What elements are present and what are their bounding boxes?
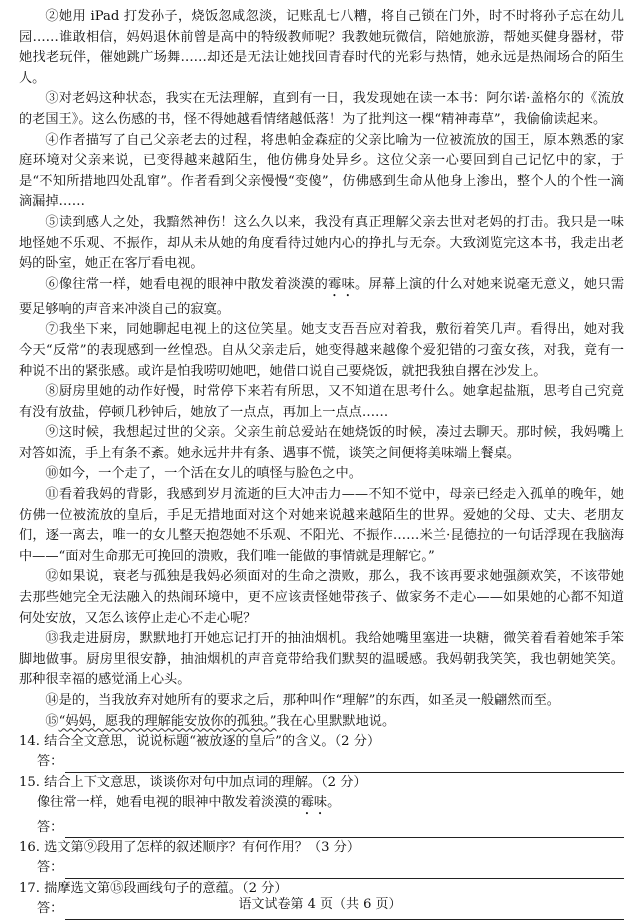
answer-label: 答：	[37, 900, 64, 916]
answer-label: 答：	[37, 819, 64, 835]
paragraph-15	[19, 712, 624, 733]
quote-text-a: 像往常一样，她看电视的眼神中散发着淡漠的	[37, 795, 301, 811]
paragraph-8: ⑧厨房里她的动作好慢，时常停下来若有所思，又不知道在思考什么。她拿起盐瓶，思考自己究竟有没有放盐，停顿几秒钟后，她放了一点点，再加上一点点……	[19, 384, 624, 420]
paragraph-15-text: 我在心里默默地说。	[276, 713, 396, 729]
paragraph-12: ⑫如果说，衰老与孤独是我妈必须面对的生命之溃败，那么，我不该再要求她强颜欢笑，不该带她去那些她完全无法融入的热闹环境中，更不应该责怪她带孩子、做家务不走心——如果她的心都不知道何处安放，又怎么该停止走心不走心呢？	[19, 569, 624, 626]
dotted-word: 霉味	[328, 276, 356, 292]
paragraph-14: ⑭是的，当我放弃对她所有的要求之后，那种叫作“理解”的东西，如圣灵一般翩然而至。	[45, 693, 560, 708]
quote-text-b: 。	[327, 795, 341, 811]
answer-rule	[65, 758, 624, 773]
paragraph-13: ⑬我走进厨房，默默地打开她忘记打开的抽油烟机。我给她嘴里塞进一块糖，微笑着看着她笨手笨脚地做事。厨房里很安静，抽油烟机的声音竟带给我们默契的温暖感。我妈朝我笑笑，我也朝她笑笑。那种很幸福的感觉涌上心头。	[19, 631, 624, 688]
paragraph-15-number: ⑮	[45, 713, 59, 729]
paragraph-5: ⑤读到感人之处，我黯然神伤！这么久以来，我没有真正理解父亲去世对老妈的打击。我只是一味地怪她不乐观、不振作，却从未从她的角度看待过她内心的挣扎与无奈。大致浏览完这本书，我走出老妈的卧室，她正在客厅看电视。	[19, 214, 624, 272]
paragraph-6-text-b: 。屏幕上演的什么对她来说毫无意义，她只需要足够响的声音来冲淡自己的寂寞。	[19, 276, 625, 317]
paragraph-6	[19, 275, 624, 321]
answer-label: 答：	[37, 860, 64, 876]
paragraph-4: ④作者描写了自己父亲老去的过程，将患帕金森症的父亲比喻为一位被流放的国王，原本熟悉的家庭环境对父亲来说，已变得越来越陌生，他仿佛身处异乡。这位父亲一心要回到自己记忆中的家，于是“不知所措地四处乱窜”。作者看到父亲慢慢“变傻”，仿佛感到生命从他身上渗出，整个人的个性一滴滴漏掉……	[19, 132, 624, 210]
answer-line-15[interactable]	[37, 818, 624, 838]
exam-page	[19, 7, 624, 920]
paragraph-11: ⑪看着我妈的背影，我感到岁月流逝的巨大冲击力——不知不觉中，母亲已经走入孤单的晚年，她仿佛一位被流放的皇后，手足无措地面对这个对她来说越来越陌生的世界。爱她的父母、丈夫、老朋友们，逐一离去，唯一的女儿整天抱怨她不乐观、不阳光、不振作……米兰·昆德拉的一句话浮现在我脑海中——“面对生命那无可挽回的溃败，我们唯一能做的事情就是理解它。”	[19, 487, 624, 564]
underlined-sentence: “妈妈，愿我的理解能安放你的孤独。”	[58, 713, 277, 729]
answer-line-14[interactable]	[37, 753, 624, 773]
question-17: 17. 揣摩选文第⑮段画线句子的意蕴。（2 分）	[19, 880, 288, 896]
paragraph-2: ②她用 iPad 打发孙子，烧饭忽咸忽淡，记账乱七八糟，将自己锁在门外，时不时将孙子忘在幼儿园……谁敢相信，妈妈退休前曾是高中的特级教师呢？我教她玩微信，陪她旅游，帮她买健身器材，带她找老玩伴，催她跳广场舞……却还是无法让她找回青春时代的光彩与热情，她永远是热闹场合的陌生人。	[19, 9, 624, 86]
question-16: 16. 选文第⑨段用了怎样的叙述顺序？有何作用？（3 分）	[19, 840, 361, 856]
answer-rule	[65, 864, 624, 879]
question-14: 14. 结合全文意思，说说标题“被放逐的皇后”的含义。（2 分）	[19, 734, 381, 750]
paragraph-9: ⑨这时候，我想起过世的父亲。父亲生前总爱站在她烧饭的时候，凑过去聊天。那时候，我妈嘴上对答如流，手上有条不紊。她永远井井有条、遇事不慌，谈笑之间便将美味端上餐桌。	[19, 425, 624, 461]
answer-rule	[65, 823, 624, 838]
paragraph-7: ⑦我坐下来，同她聊起电视上的这位笑星。她支支吾吾应对着我，敷衍着笑几声。看得出，她对我今天“反常”的表现感到一丝惶恐。自从父亲走后，她变得越来越像个爱犯错的刁蛮女孩，对我，竟有一种说不出的紧张感。或许是怕我唠叨她吧，她借口说自己要烧饭，就把我独自撂在沙发上。	[19, 322, 624, 379]
paragraph-6-text-a: ⑥像往常一样，她看电视的眼神中散发着淡漠的	[45, 276, 329, 292]
answer-label: 答：	[37, 754, 64, 770]
question-15-quote	[37, 793, 624, 818]
paragraph-10: ⑩如今，一个走了，一个活在女儿的嗔怪与脸色之中。	[45, 466, 362, 482]
answer-line-16[interactable]	[37, 859, 624, 879]
question-15: 15. 结合上下文意思，谈谈你对句中加点词的理解。（2 分）	[19, 774, 367, 790]
page-footer: 语文试卷第 4 页（共 6 页）	[238, 897, 402, 912]
paragraph-3: ③对老妈这种状态，我实在无法理解，直到有一日，我发现她在读一本书：阿尔诺·盖格尔的《流放的老国王》。这么伤感的书，怪不得她越看情绪越低落！为了批判这一棵“精神毒草”，我偷偷读起来。	[19, 91, 624, 127]
quote-dotted-word: 霉味	[300, 795, 328, 811]
